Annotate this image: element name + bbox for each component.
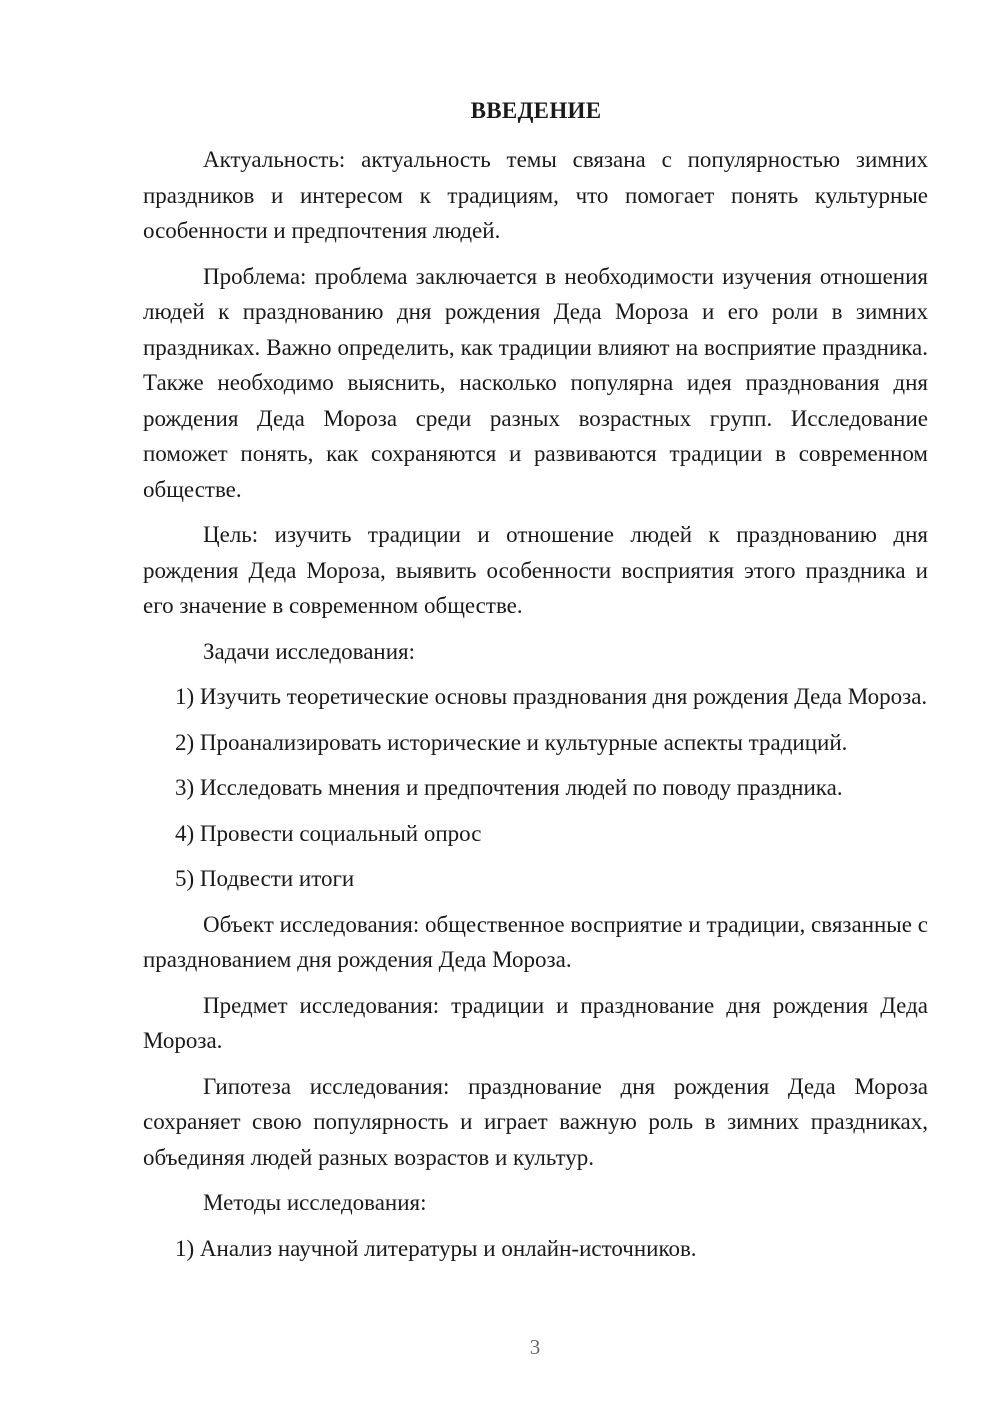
page-title: ВВЕДЕНИЕ <box>470 98 602 123</box>
tasks-label: Задачи исследования: <box>203 638 416 664</box>
task-item-2: 2) Проанализировать исторические и культурные аспекты традиций. <box>175 729 848 755</box>
task-item-3: 3) Исследовать мнения и предпочтения людей по поводу праздника. <box>175 775 843 800</box>
task-item-1: 1) Изучить теоретические основы празднования дня рождения Деда Мороза. <box>175 684 928 709</box>
relevance-paragraph: Актуальность: актуальность темы связана с популярностью зимних праздников и интересом к традициям, что помогает понять культурные особенности и предпочтения людей. <box>143 147 928 243</box>
task-item-4: 4) Провести социальный опрос <box>175 820 482 846</box>
problem-paragraph: Проблема: проблема заключается в необходимости изучения отношения людей к празднованию дня рождения Деда Мороза и его роли в зимних праздниках. Важно определить, как традиции влияют на восприятие праздника. Также необходимо выяснить, насколько популярна идея празднования дня рождения Деда Мороза среди разных возрастных групп. Исследование поможет понять, как сохраняются и развиваются традиции в современном обществе. <box>143 263 928 502</box>
subject-paragraph: Предмет исследования: традиции и празднование дня рождения Деда Мороза. <box>143 992 928 1053</box>
hypothesis-paragraph: Гипотеза исследования: празднование дня рождения Деда Мороза сохраняет свою популярность и играет важную роль в зимних праздниках, объединяя людей разных возрастов и культур. <box>143 1073 928 1170</box>
method-item-1: 1) Анализ научной литературы и онлайн-источников. <box>175 1235 697 1261</box>
methods-label: Методы исследования: <box>203 1190 427 1215</box>
goal-paragraph: Цель: изучить традиции и отношение людей к празднованию дня рождения Деда Мороза, выявить особенности восприятия этого праздника и его значение в современном обществе. <box>143 522 928 618</box>
document-body <box>143 142 928 1276</box>
object-paragraph: Объект исследования: общественное восприятие и традиции, связанные с празднованием дня рождения Деда Мороза. <box>143 911 928 972</box>
task-item-5: 5) Подвести итоги <box>175 866 355 891</box>
page-number: 3 <box>529 1335 541 1359</box>
